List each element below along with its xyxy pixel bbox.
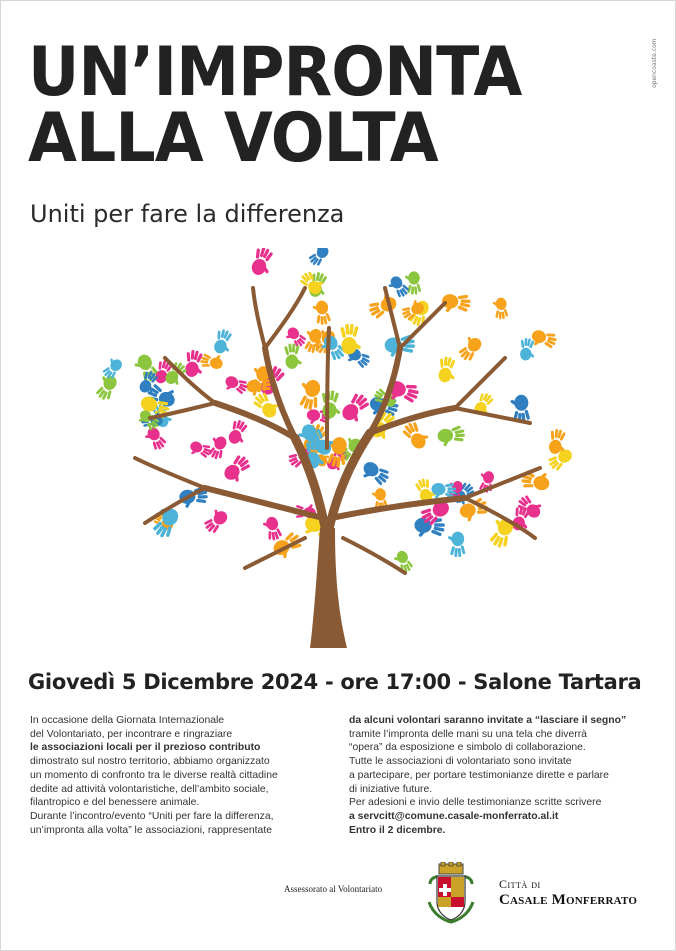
body-right-line: Tutte le associazioni di volontariato sono invitate [349, 756, 572, 768]
handprint-icon [404, 271, 421, 295]
body-right-line: “opera” da esposizione e simbolo di collaborazione. [349, 742, 586, 754]
body-left-column [30, 714, 340, 837]
handprint-icon [437, 425, 467, 448]
body-right-column [349, 714, 659, 837]
body-left-line: del Volontariato, per incontrare e ringraziare [30, 728, 233, 740]
body-left-line: un momento di confronto tra le diverse realtà cittadine [30, 769, 278, 781]
handprint-icon [225, 418, 251, 447]
handprint-icon [200, 506, 230, 536]
handprint-icon [296, 377, 324, 411]
city-line-1: Città di [499, 877, 541, 891]
handprint-icon [211, 328, 235, 357]
department-label: Assessorato al Volontariato [284, 884, 383, 894]
body-right-line: tramite l’impronta delle mani su una tela che diverrà [349, 728, 587, 740]
handprint-icon [312, 300, 332, 326]
city-line-2: Casale Monferrato [499, 892, 638, 908]
handprint-icon [284, 343, 302, 369]
handprint-icon [182, 349, 206, 379]
handprint-icon [220, 452, 254, 486]
side-credit: opencoaste.com [651, 38, 658, 88]
handprint-icon [529, 327, 558, 352]
body-right-line: di iniziative future. [349, 783, 433, 795]
body-right-line: da alcuni volontari saranno invitate a “lasciare il segno” [349, 715, 627, 726]
handprint-icon [518, 337, 537, 362]
handprint-icon [340, 324, 362, 355]
body-left-line: un’impronta alla volta” le associazioni, rappresentate [30, 824, 273, 836]
handprint-icon [485, 514, 517, 550]
body-right-line: Per adesioni e invio delle testimonianze scritte scrivere [349, 797, 602, 809]
handprint-icon [492, 297, 508, 319]
poster-title [28, 33, 522, 178]
contact-email[interactable]: a servcitt@comune.casale-monferrato.al.it [349, 810, 559, 822]
handprint-icon [358, 458, 391, 489]
title-line-2: ALLA VOLTA [28, 99, 438, 178]
body-left-line: filantropico e del benessere animale. [30, 797, 200, 809]
body-right-line: a partecipare, per portare testimonianze dirette e parlare [349, 769, 609, 781]
handprint-icon [365, 291, 399, 321]
title-line-1: UN’IMPRONTA [28, 33, 522, 112]
handprint-icon [320, 390, 342, 419]
handprint-icon [447, 532, 465, 558]
body-left-line: dedite ad attività volontaristiche, dell’ambito sociale, [30, 783, 269, 795]
poster-subtitle: Uniti per fare la differenza [30, 200, 345, 228]
handprint-icon [199, 351, 225, 372]
deadline-line: Entro il 2 dicembre. [349, 824, 446, 836]
handprint-icon [187, 439, 213, 461]
handprint-tree-icon [95, 248, 585, 648]
handprint-icon [248, 248, 277, 279]
handprint-icon [338, 390, 374, 426]
handprint-icon [305, 248, 331, 268]
city-crest-icon [427, 862, 475, 924]
body-left-line: Durante l’incontro/evento “Uniti per fare la differenza, [30, 810, 274, 822]
handprint-icon [436, 355, 459, 384]
body-left-line: le associazioni locali per il prezioso contributo [30, 742, 261, 754]
handprint-icon [261, 515, 283, 542]
handprint-icon [222, 373, 249, 397]
event-date-line: Giovedì 5 Dicembre 2024 - ore 17:00 - Salone Tartara [28, 670, 642, 694]
handprint-icon [455, 333, 485, 364]
body-left-line: In occasione della Giornata Internazionale [30, 715, 225, 726]
city-logo-text [499, 877, 637, 909]
body-left-line: dimostrato sul nostro territorio, abbiamo organizzato [30, 756, 270, 768]
